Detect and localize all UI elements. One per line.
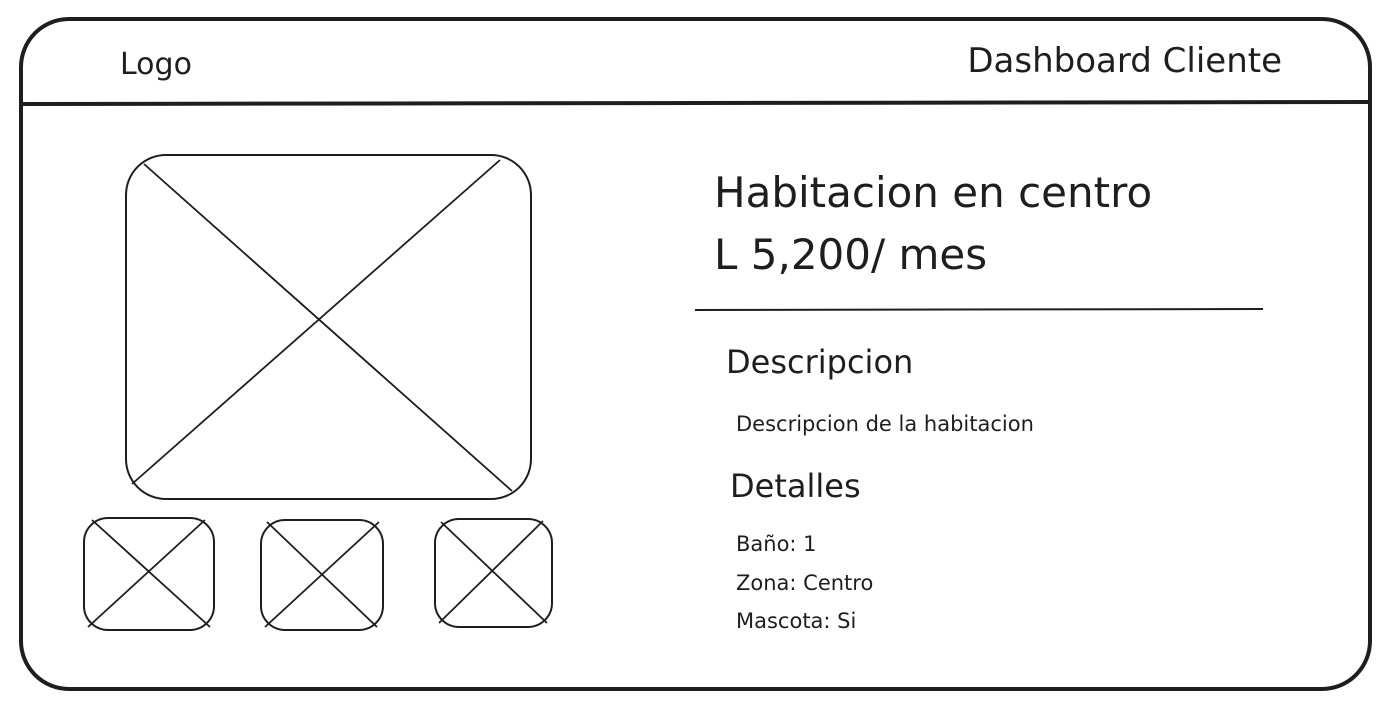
listing-title: Habitacion en centro <box>714 168 1153 217</box>
description-heading: Descripcion <box>726 343 914 381</box>
title-divider <box>695 309 1263 310</box>
description-text: Descripcion de la habitacion <box>736 412 1034 436</box>
thumbnail-placeholder[interactable] <box>261 520 383 630</box>
header-divider <box>21 102 1370 104</box>
detail-item-bathrooms: Baño: 1 <box>736 532 817 556</box>
main-image-placeholder[interactable] <box>126 155 531 499</box>
detail-item-zone: Zona: Centro <box>736 571 874 595</box>
thumbnail-placeholder[interactable] <box>435 519 552 627</box>
thumbnail-placeholder[interactable] <box>84 518 214 630</box>
listing-price: L 5,200/ mes <box>714 230 988 279</box>
logo[interactable]: Logo <box>120 47 192 82</box>
window-frame <box>21 19 1370 689</box>
details-heading: Detalles <box>730 467 861 505</box>
detail-item-pets: Mascota: Si <box>736 609 857 633</box>
page-title: Dashboard Cliente <box>967 41 1282 81</box>
